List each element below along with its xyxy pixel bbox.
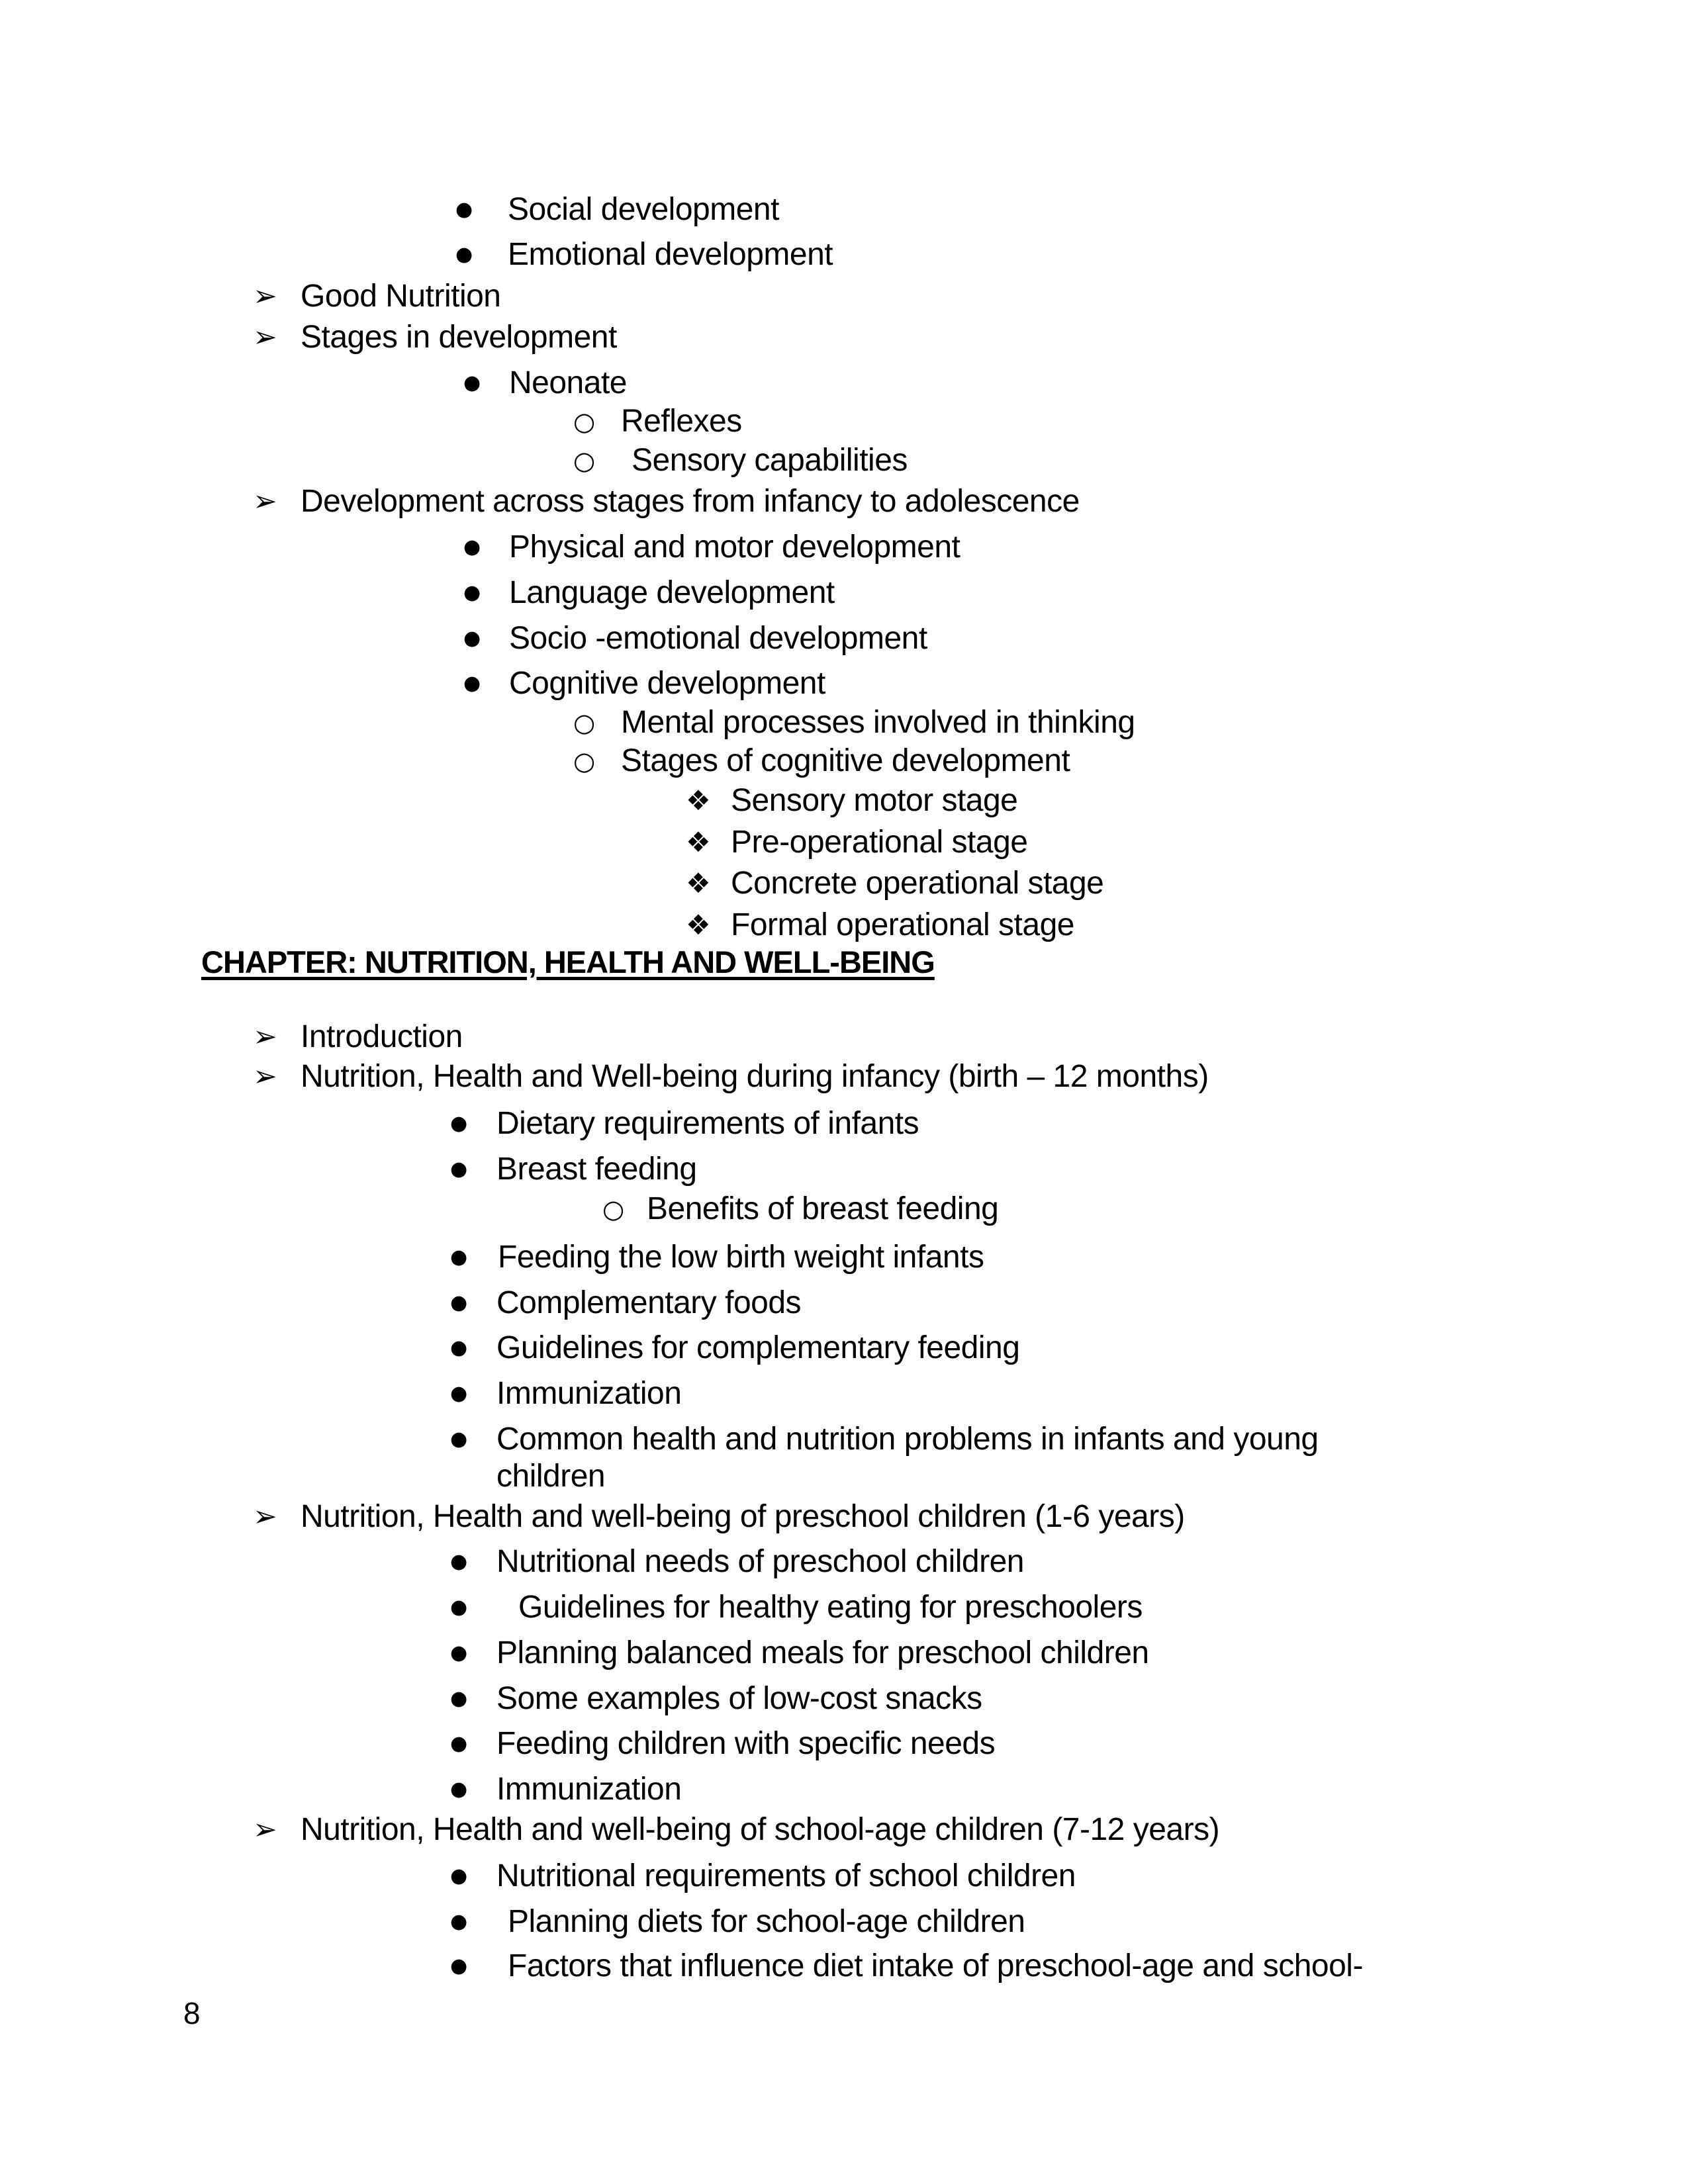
arrow-bullet-icon <box>253 1017 277 1057</box>
circle-bullet-icon <box>573 703 595 743</box>
list-item: Feeding the low birth weight infants <box>498 1240 984 1275</box>
list-item: Immunization <box>496 1772 682 1807</box>
arrow-bullet-icon <box>253 277 277 316</box>
diamond-bullet-icon <box>686 823 711 862</box>
bullet-icon <box>450 1104 467 1144</box>
list-item: Cognitive development <box>509 666 825 701</box>
list-item: Stages of cognitive development <box>621 743 1070 778</box>
circle-bullet-icon <box>573 441 595 480</box>
bullet-icon <box>450 1856 467 1896</box>
list-item: Concrete operational stage <box>731 866 1104 901</box>
bullet-icon <box>450 1150 467 1189</box>
list-item: Planning diets for school-age children <box>508 1904 1025 1939</box>
list-item: Nutritional requirements of school children <box>496 1858 1076 1893</box>
list-item: Factors that influence diet intake of preschool-age and school- <box>508 1948 1363 1983</box>
bullet-icon <box>463 619 481 659</box>
list-item: Neonate <box>509 365 627 400</box>
circle-bullet-icon <box>573 741 595 781</box>
arrow-bullet-icon <box>253 1497 277 1537</box>
diamond-bullet-icon <box>686 864 711 903</box>
list-item: Nutritional needs of preschool children <box>496 1544 1024 1579</box>
bullet-icon <box>463 573 481 613</box>
list-item: Physical and motor development <box>509 529 961 565</box>
diamond-bullet-icon <box>686 905 711 945</box>
list-item: Immunization <box>496 1376 682 1411</box>
circle-bullet-icon <box>573 402 595 441</box>
bullet-icon <box>455 190 473 230</box>
list-item: Dietary requirements of infants <box>496 1106 919 1141</box>
circle-bullet-icon <box>602 1189 624 1229</box>
list-item: Complementary foods <box>496 1285 802 1320</box>
bullet-icon <box>450 1902 467 1942</box>
bullet-icon <box>455 235 473 275</box>
bullet-icon <box>450 1724 467 1764</box>
list-item: Development across stages from infancy to adolescence <box>301 484 1080 519</box>
arrow-bullet-icon <box>253 482 277 522</box>
bullet-icon <box>450 1238 467 1277</box>
list-item: Socio -emotional development <box>509 621 927 656</box>
list-item: Guidelines for healthy eating for preschoolers <box>518 1590 1143 1625</box>
bullet-icon <box>450 1328 467 1368</box>
list-item: Mental processes involved in thinking <box>621 705 1135 740</box>
chapter-heading: CHAPTER: NUTRITION, HEALTH AND WELL-BEING <box>201 944 935 979</box>
bullet-icon <box>450 1283 467 1323</box>
list-item: Social development <box>508 192 779 227</box>
bullet-icon <box>450 1770 467 1809</box>
list-item: Reflexes <box>621 404 742 439</box>
list-item-continuation: children <box>496 1459 606 1494</box>
bullet-icon <box>450 1588 467 1627</box>
list-item: Formal operational stage <box>731 907 1074 942</box>
list-item: Stages in development <box>301 320 617 355</box>
bullet-icon <box>463 527 481 567</box>
arrow-bullet-icon <box>253 1057 277 1097</box>
list-item: Emotional development <box>508 237 833 272</box>
arrow-bullet-icon <box>253 318 277 357</box>
bullet-icon <box>450 1679 467 1719</box>
bullet-icon <box>450 1374 467 1414</box>
list-item: Feeding children with specific needs <box>496 1726 996 1761</box>
bullet-icon <box>450 1946 467 1986</box>
bullet-icon <box>463 363 481 403</box>
list-item: Guidelines for complementary feeding <box>496 1330 1020 1365</box>
list-item: Nutrition, Health and well-being of school-age children (7-12 years) <box>301 1812 1220 1847</box>
list-item: Sensory capabilities <box>632 443 908 478</box>
list-item: Language development <box>509 575 835 610</box>
bullet-icon <box>463 664 481 704</box>
bullet-icon <box>450 1633 467 1673</box>
list-item: Nutrition, Health and well-being of preschool children (1-6 years) <box>301 1499 1185 1534</box>
list-item: Nutrition, Health and Well-being during infancy (birth – 12 months) <box>301 1059 1209 1094</box>
list-item: Benefits of breast feeding <box>647 1191 999 1226</box>
arrow-bullet-icon <box>253 1810 277 1850</box>
list-item: Planning balanced meals for preschool children <box>496 1635 1149 1670</box>
list-item: Breast feeding <box>496 1152 697 1187</box>
page-number: 8 <box>183 1996 201 2030</box>
list-item: Pre-operational stage <box>731 825 1028 860</box>
diamond-bullet-icon <box>686 781 711 821</box>
list-item: Sensory motor stage <box>731 783 1018 818</box>
list-item: Good Nutrition <box>301 279 501 314</box>
list-item: Common health and nutrition problems in infants and young <box>496 1422 1319 1457</box>
bullet-icon <box>450 1420 467 1459</box>
list-item: Introduction <box>301 1019 463 1054</box>
bullet-icon <box>450 1542 467 1582</box>
list-item: Some examples of low-cost snacks <box>496 1681 982 1716</box>
